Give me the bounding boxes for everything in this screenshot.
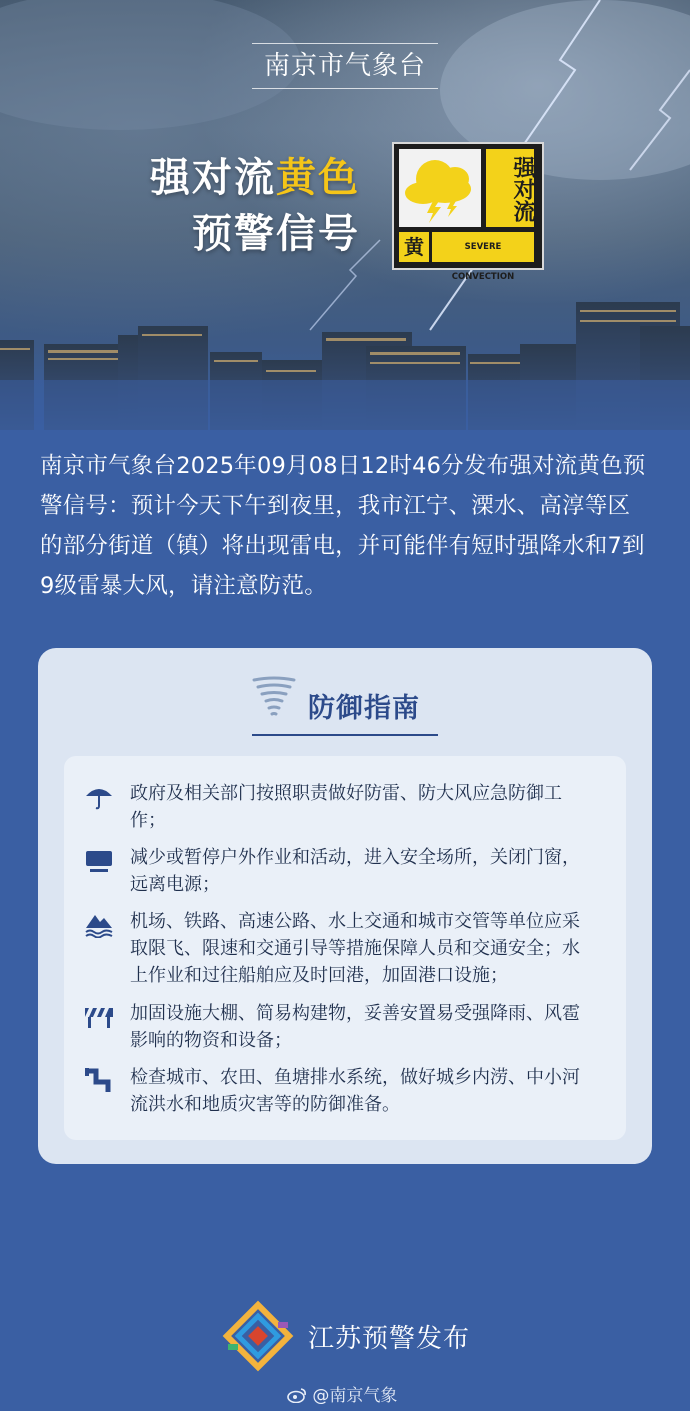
guide-item-text: 检查城市、农田、鱼塘排水系统，做好城乡内涝、中小河流洪水和地质灾害等的防御准备。 — [130, 1067, 580, 1115]
signal-level-char: 黄 — [399, 232, 429, 262]
title-line-2: 预警信号 — [192, 211, 360, 257]
warning-signal-icon — [392, 142, 544, 282]
monitor-icon — [84, 848, 114, 874]
title-part-1: 强对流 — [150, 155, 276, 201]
pipe-icon — [84, 1068, 114, 1094]
weibo-handle — [287, 1381, 397, 1406]
guide-item-text: 加固设施大棚、简易构建物，妥善安置易受强降雨、风雹影响的物资和设备； — [130, 1003, 580, 1051]
warning-title — [150, 150, 360, 262]
title-part-2: 黄色 — [276, 155, 360, 201]
weibo-icon — [287, 1387, 307, 1403]
storm-cloud-icon — [399, 149, 481, 227]
weibo-handle-text[interactable]: @南京气象 — [312, 1386, 398, 1406]
hero-banner — [0, 0, 690, 430]
umbrella-icon — [84, 784, 114, 810]
brand-name: 江苏预警发布 — [308, 1324, 471, 1354]
guide-item-text: 政府及相关部门按照职责做好防雷、防大风应急防御工作； — [130, 783, 562, 831]
issuer-name: 南京市气象台 — [252, 43, 438, 89]
mountain-water-icon — [84, 912, 114, 938]
barrier-icon — [84, 1004, 114, 1030]
guide-list — [64, 756, 626, 1140]
guide-title-underline — [252, 734, 438, 736]
bulletin-text: 南京市气象台2025年09月08日12时46分发布强对流黄色预警信号：预计今天下午到夜里，我市江宁、溧水、高淳等区的部分街道（镇）将出现雷电，并可能伴有短时强降水和7到9级雷暴大风，请注意防范。 — [40, 453, 646, 599]
jiangsu-warning-logo — [222, 1300, 294, 1372]
guide-title: 防御指南 — [308, 693, 420, 724]
guide-item-text: 机场、铁路、高速公路、水上交通和城市交管等单位应采取限飞、限速和交通引导等措施保障人员和交通安全；水上作业和过往船舶应及时回港，加固港口设施； — [130, 911, 580, 986]
guide-header — [38, 674, 652, 734]
title-line-1 — [150, 150, 360, 206]
defense-guide-card — [38, 648, 652, 1164]
guide-item-text: 减少或暂停户外作业和活动，进入安全场所，关闭门窗，远离电源； — [130, 847, 580, 895]
footer-brand — [222, 1300, 482, 1370]
signal-type-word: 强对流 — [486, 149, 534, 227]
signal-english-label: SEVERE CONVECTION — [432, 232, 534, 262]
tornado-icon — [252, 674, 296, 718]
